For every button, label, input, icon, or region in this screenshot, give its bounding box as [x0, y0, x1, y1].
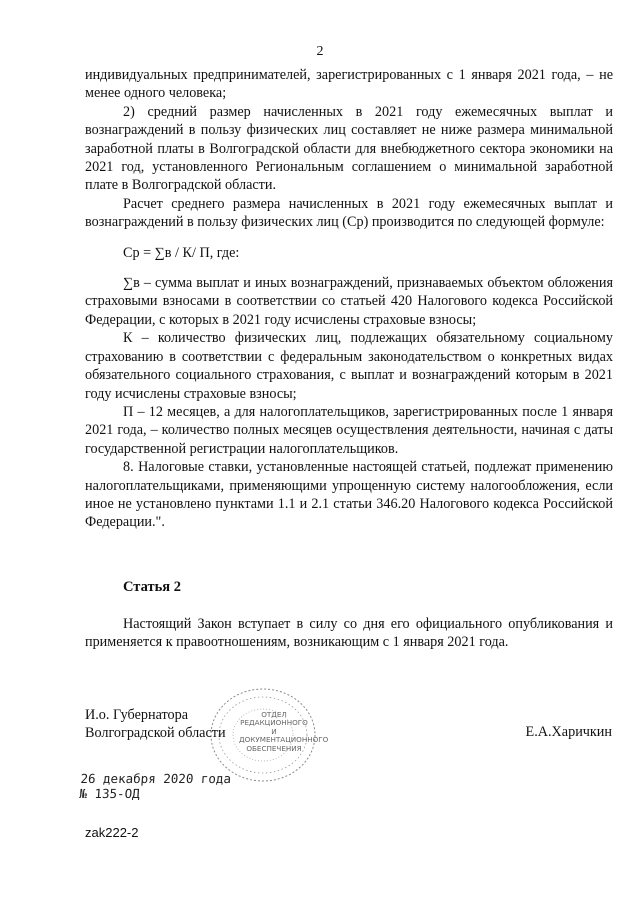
formula: Ср = ∑в / К/ П, где: — [123, 244, 240, 261]
law-date: 26 декабря 2020 года — [80, 771, 232, 786]
paragraph-k-definition: К – количество физических лиц, подлежащих обязательному социальному страхованию в соответствии с федеральным законодательством о конкретных видах обязательного социального страхования, с выплат и вознаграждений которым в 2021 году исчислены страховые взносы; — [85, 330, 613, 402]
paragraph-item-8: 8. Налоговые ставки, установленные настоящей статьей, подлежат применению налогоплательщиками, применяющими упрощенную систему налогообложения, если иное не установлено пунктами 1.1 и 2.1 статьи 346.20 Налогового кодекса Российской Федерации.". — [85, 459, 613, 531]
document-body — [85, 66, 613, 532]
paragraph-p-definition: П – 12 месяцев, а для налогоплательщиков, зарегистрированных после 1 января 2021 года, – количество полных месяцев осуществления деятельности, начиная с даты государственной регистрации налогоплательщиков. — [85, 403, 613, 457]
closing-paragraph: Настоящий Закон вступает в силу со дня его официального опубликования и применяется к правоотношениям, возникающим с 1 января 2021 года. — [85, 616, 613, 651]
document-code: zak222-2 — [85, 825, 139, 840]
signatory-name: Е.А.Харичкин — [525, 724, 612, 740]
signatory-title-line2: Волгоградской области — [85, 725, 226, 742]
law-number: № 135-ОД — [78, 786, 141, 801]
paragraph-calculation: Расчет среднего размера начисленных в 2021 году ежемесячных выплат и вознаграждений в пользу физических лиц (Ср) производится по следующей формуле: — [85, 195, 613, 231]
page-number: 2 — [316, 44, 324, 59]
stamp-text: ОТДЕЛ РЕДАКЦИОННОГО И ДОКУМЕНТАЦИОННОГО ОБЕСПЕЧЕНИЯ — [239, 710, 329, 753]
signatory-title — [85, 706, 226, 743]
paragraph-continuation: индивидуальных предпринимателей, зарегистрированных с 1 января 2021 года, – не менее одного человека; — [85, 67, 613, 102]
article-heading: Статья 2 — [123, 579, 181, 595]
law-date-number — [79, 771, 232, 801]
paragraph-item-2: 2) средний размер начисленных в 2021 году ежемесячных выплат и вознаграждений в пользу физических лиц составляет не ниже размера минимальной заработной платы в Волгоградской области для внебюджетного сектора экономики на 2021 год, установленного Региональным соглашением о минимальной заработной плате в Волгоградской области. — [85, 103, 613, 194]
signatory-title-line1: И.о. Губернатора — [85, 707, 188, 723]
paragraph-sum-definition: ∑в – сумма выплат и иных вознаграждений, признаваемых объектом обложения страховыми взносами в соответствии со статьей 420 Налогового кодекса Российской Федерации, с которых в 2021 году исчислены страховые взносы; — [85, 275, 613, 328]
